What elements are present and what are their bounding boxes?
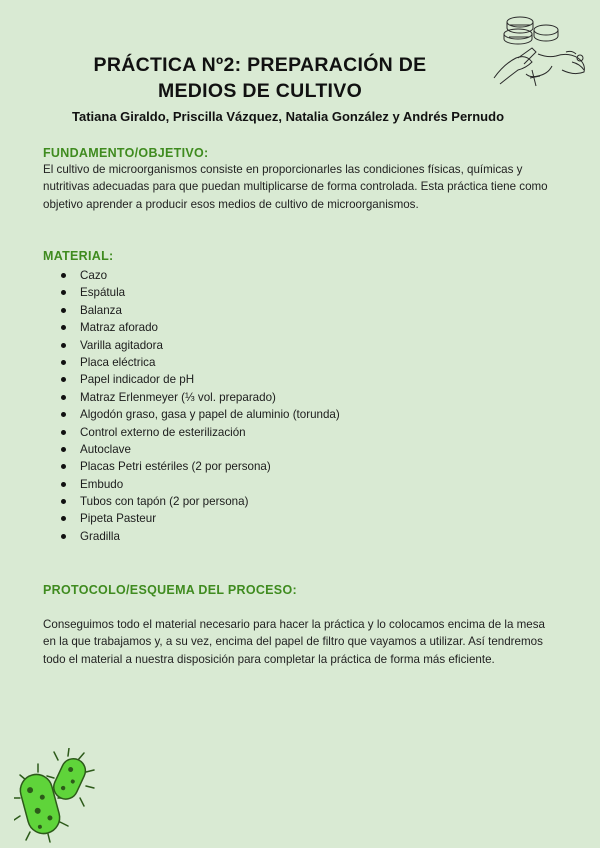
- list-item: Balanza: [43, 302, 340, 319]
- fundamento-heading: FUNDAMENTO/OBJETIVO:: [43, 146, 209, 160]
- list-item: Algodón graso, gasa y papel de aluminio (torunda): [43, 406, 340, 423]
- protocolo-text: Conseguimos todo el material necesario para hacer la práctica y lo colocamos encima de la mesa en la que trabajamos y, a su vez, encima del papel de filtro que vayamos a utilizar. Así tendremos todo el material a nuestra disposición para completar la práctica de forma más eficiente.: [43, 618, 546, 666]
- list-item: Gradilla: [43, 528, 340, 545]
- list-item: Placas Petri estériles (2 por persona): [43, 458, 340, 475]
- list-item: Placa eléctrica: [43, 354, 340, 371]
- list-item: Matraz Erlenmeyer (⅓ vol. preparado): [43, 389, 340, 406]
- list-item: Control externo de esterilización: [43, 424, 340, 441]
- bullet-icon: [61, 290, 66, 295]
- bacteria-illustration: [14, 748, 100, 844]
- list-item: Embudo: [43, 476, 340, 493]
- bullet-icon: [61, 360, 66, 365]
- authors: Tatiana Giraldo, Priscilla Vázquez, Natalia González y Andrés Pernudo: [72, 109, 505, 124]
- list-item: Matraz aforado: [43, 319, 340, 336]
- material-list: [43, 267, 340, 545]
- list-item: Papel indicador de pH: [43, 371, 340, 388]
- bullet-icon: [61, 273, 66, 278]
- bullet-icon: [61, 395, 66, 400]
- list-item: Autoclave: [43, 441, 340, 458]
- bullet-icon: [61, 482, 66, 487]
- bullet-icon: [61, 499, 66, 504]
- page-title: [40, 52, 480, 104]
- bullet-icon: [61, 325, 66, 330]
- list-item: Espátula: [43, 284, 340, 301]
- bullet-icon: [61, 308, 66, 313]
- title-line-2: MEDIOS DE CULTIVO: [157, 80, 363, 102]
- title-line-1: PRÁCTICA Nº2: PREPARACIÓN DE: [93, 54, 427, 76]
- bullet-icon: [61, 534, 66, 539]
- list-item: Pipeta Pasteur: [43, 510, 340, 527]
- fundamento-text: El cultivo de microorganismos consiste en proporcionarles las condiciones físicas, químicas y nutritivas adecuadas para que puedan multiplicarse de forma controlada. Esta práctica tiene como objetivo aprender a producir esos medios de cultivo de microorganismos.: [43, 163, 548, 211]
- protocolo-heading: PROTOCOLO/ESQUEMA DEL PROCESO:: [43, 583, 297, 597]
- list-item: Varilla agitadora: [43, 337, 340, 354]
- bullet-icon: [61, 464, 66, 469]
- petri-dish-lab-illustration: [488, 8, 596, 92]
- bullet-icon: [61, 447, 66, 452]
- bullet-icon: [61, 516, 66, 521]
- bullet-icon: [61, 343, 66, 348]
- bullet-icon: [61, 412, 66, 417]
- bullet-icon: [61, 377, 66, 382]
- list-item: Cazo: [43, 267, 340, 284]
- list-item: Tubos con tapón (2 por persona): [43, 493, 340, 510]
- material-heading: MATERIAL:: [43, 249, 114, 263]
- bullet-icon: [61, 430, 66, 435]
